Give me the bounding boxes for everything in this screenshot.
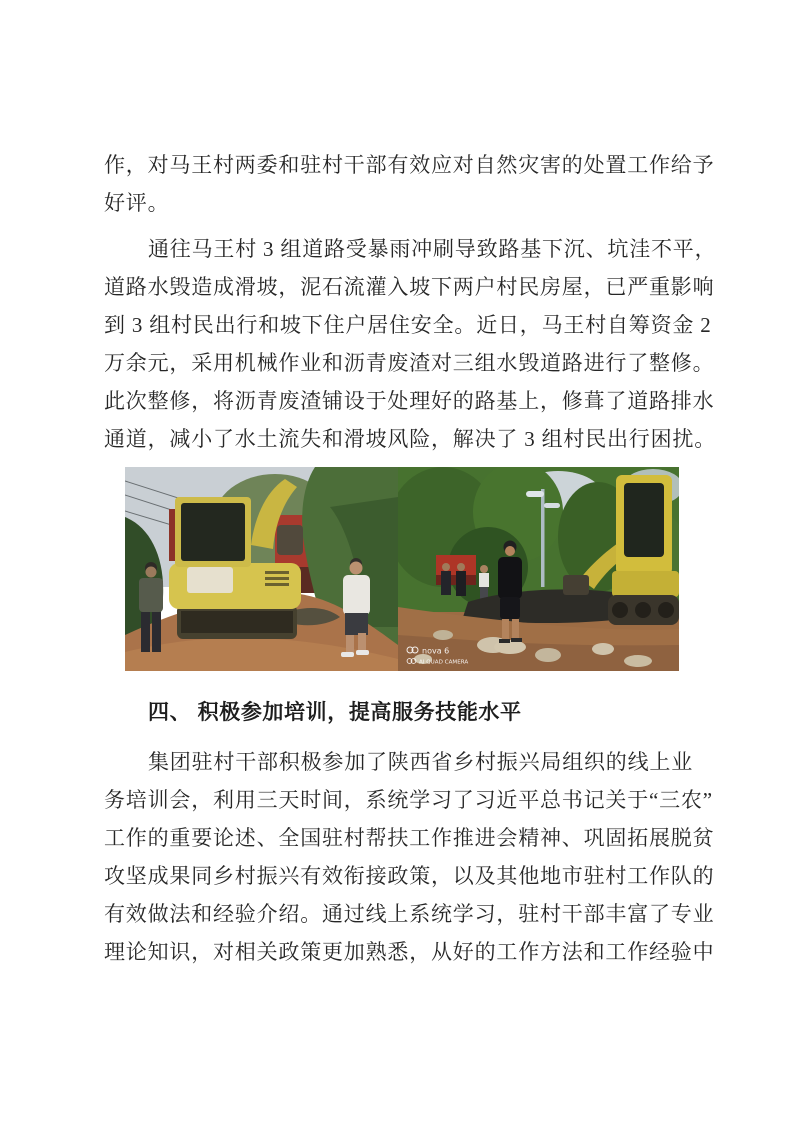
text-line: 好评。 xyxy=(104,191,170,215)
watermark-sub: AI QUAD CAMERA xyxy=(419,659,469,666)
text-line: 通往马王村 3 组道路受暴雨冲刷导致路基下沉、坑洼不平， xyxy=(148,237,717,261)
text-line: 到 3 组村民出行和坡下住户居住安全。近日，马王村自筹资金 2 xyxy=(104,313,712,337)
paragraph-1 xyxy=(104,146,713,222)
text-line: 万余元，采用机械作业和沥青废渣对三组水毁道路进行了整修。 xyxy=(104,351,715,375)
text-line: 工作的重要论述、全国驻村帮扶工作推进会精神、巩固拓展脱贫 xyxy=(104,826,715,850)
text-line: 道路水毁造成滑坡，泥石流灌入坡下两户村民房屋，已严重影响 xyxy=(104,275,715,299)
text-line: 攻坚成果同乡村振兴有效衔接政策，以及其他地市驻村工作队的 xyxy=(104,864,715,888)
photo-row xyxy=(125,467,679,671)
text-line: 此次整修，将沥青废渣铺设于处理好的路基上，修葺了道路排水 xyxy=(104,389,715,413)
text-line: 有效做法和经验介绍。通过线上系统学习，驻村干部丰富了专业 xyxy=(104,902,715,926)
section-heading: 四、 积极参加培训，提高服务技能水平 xyxy=(148,701,522,724)
text-line: 通道，减小了水土流失和滑坡风险，解决了 3 组村民出行困扰。 xyxy=(104,427,716,451)
paragraph-2 xyxy=(104,230,717,458)
text-line: 集团驻村干部积极参加了陕西省乡村振兴局组织的线上业 xyxy=(148,750,693,774)
photo-right-site-inspection xyxy=(398,467,679,671)
paragraph-3 xyxy=(104,743,713,971)
text-line: 务培训会，利用三天时间，系统学习了习近平总书记关于“三农” xyxy=(104,788,713,812)
text-line: 理论知识，对相关政策更加熟悉，从好的工作方法和工作经验中 xyxy=(104,940,715,964)
photo-left-excavator-road xyxy=(125,467,398,671)
text-line: 作，对马王村两委和驻村干部有效应对自然灾害的处置工作给予 xyxy=(104,153,715,177)
watermark-brand: nova 6 xyxy=(422,646,450,656)
